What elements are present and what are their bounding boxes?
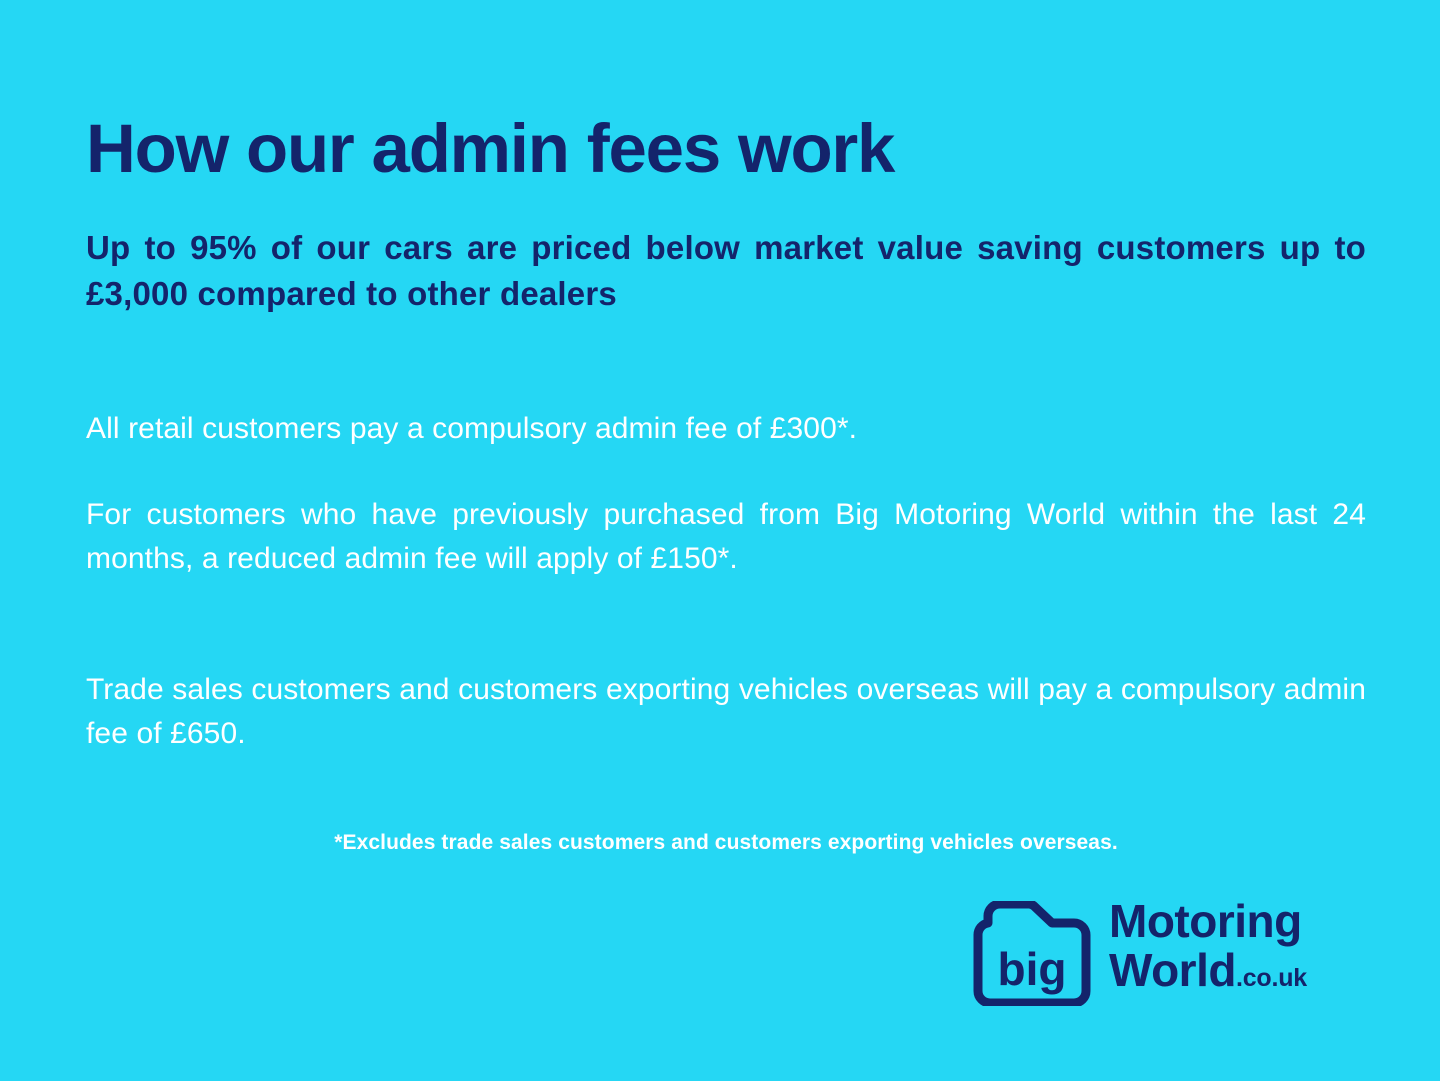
brand-logo (966, 893, 1366, 1023)
slide-content (86, 0, 1366, 1081)
footnote-disclaimer: *Excludes trade sales customers and customers exporting vehicles overseas. (334, 831, 1118, 854)
brand-wordmark (1109, 897, 1307, 995)
brand-wordmark-line2 (1109, 943, 1308, 996)
brand-wordmark-world: World (1109, 943, 1236, 996)
paragraph-trade-export-fee: Trade sales customers and customers exporting vehicles overseas will pay a compulsory admin fee of £650. (86, 673, 1366, 750)
brand-wordmark-line1: Motoring (1109, 895, 1302, 947)
subheadline: Up to 95% of our cars are priced below market value saving customers up to £3,000 compared to other dealers (86, 229, 1366, 312)
brand-wordmark-tld: .co.uk (1235, 963, 1308, 992)
page-title: How our admin fees work (86, 110, 895, 187)
big-mark-icon (966, 901, 1101, 1006)
paragraph-retail-fee: All retail customers pay a compulsory admin fee of £300*. (86, 412, 858, 445)
svg-text:big: big (997, 943, 1067, 995)
paragraph-returning-customer-fee: For customers who have previously purchased from Big Motoring World within the last 24 months, a reduced admin fee will apply of £150*. (86, 498, 1366, 575)
